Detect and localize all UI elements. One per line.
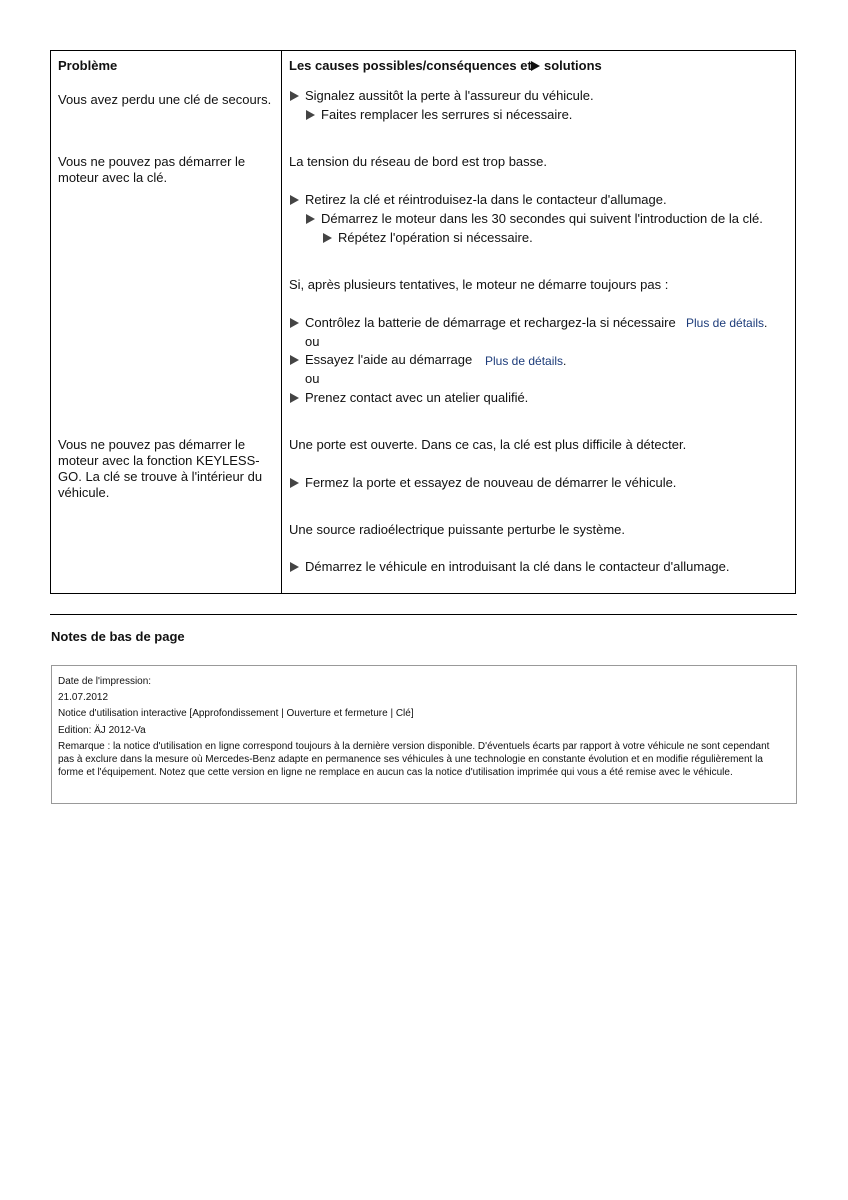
remark-text: Remarque : la notice d'utilisation en ligne correspond toujours à la dernière version disponible. D'éventuels écarts par rapport à votre véhicule ne sont cependant pas à exclure dans la mesure où Mercedes-Benz adapte en permanence ses véhicules à une technologie en constante évolution et en modifie régulièrement la forme et l'équipement. Notez que cette version en ligne ne remplace en aucun cas la notice d'utilisation imprimée qui vous a été remise avec le véhicule. [58, 741, 770, 778]
print-date: 21.07.2012 [58, 692, 109, 703]
step-text: Démarrez le moteur dans les 30 secondes qui suivent l'introduction de la clé. [321, 211, 763, 226]
more-details-link-jump-start[interactable]: Plus de détails. [485, 354, 567, 368]
play-arrow-icon [290, 355, 299, 365]
step-text: Signalez aussitôt la perte à l'assureur du véhicule. [305, 88, 594, 103]
cause-text: La tension du réseau de bord est trop basse. [289, 154, 548, 169]
step-text: Démarrez le véhicule en introduisant la clé dans le contacteur d'allumage. [305, 559, 730, 574]
header-solutions: solutions [544, 58, 602, 73]
play-arrow-icon [290, 91, 299, 101]
step-text: Fermez la porte et essayez de nouveau de démarrer le véhicule. [305, 475, 677, 490]
problem-keyless-go: Vous ne pouvez pas démarrer le moteur avec la fonction KEYLESS-GO. La clé se trouve à l'intérieur du véhicule. [58, 437, 263, 500]
more-details-link-battery[interactable]: Plus de détails. [686, 316, 768, 330]
step-text: Faites remplacer les serrures si nécessaire. [321, 107, 573, 122]
play-arrow-icon [306, 110, 315, 120]
edition-text: Edition: ÄJ 2012-Va [58, 725, 146, 736]
play-arrow-icon [323, 233, 332, 243]
step-text: Retirez la clé et réintroduisez-la dans le contacteur d'allumage. [305, 192, 667, 207]
play-arrow-icon [290, 393, 299, 403]
print-date-label: Date de l'impression: [58, 676, 152, 687]
cause-text: Si, après plusieurs tentatives, le moteur ne démarre toujours pas : [289, 277, 669, 292]
section-divider [50, 614, 797, 615]
or-text: ou [305, 371, 320, 386]
column-divider [281, 50, 282, 594]
header-causes: Les causes possibles/conséquences et [289, 58, 532, 73]
step-text: Essayez l'aide au démarrage [305, 352, 473, 367]
cause-text: Une source radioélectrique puissante perturbe le système. [289, 522, 626, 537]
footnotes-title: Notes de bas de page [51, 629, 185, 644]
notice-breadcrumb: Notice d'utilisation interactive [Approfondissement | Ouverture et fermeture | Clé] [58, 708, 414, 719]
play-arrow-icon [290, 478, 299, 488]
step-text: Répétez l'opération si nécessaire. [338, 230, 533, 245]
play-arrow-icon [290, 562, 299, 572]
play-arrow-icon [306, 214, 315, 224]
problem-cannot-start-key: Vous ne pouvez pas démarrer le moteur avec la clé. [58, 154, 246, 185]
play-arrow-icon [290, 195, 299, 205]
or-text: ou [305, 334, 320, 349]
play-arrow-icon [290, 318, 299, 328]
footnotes-box [51, 665, 797, 804]
cause-text: Une porte est ouverte. Dans ce cas, la clé est plus difficile à détecter. [289, 437, 687, 452]
step-text: Prenez contact avec un atelier qualifié. [305, 390, 529, 405]
problem-lost-spare-key: Vous avez perdu une clé de secours. [58, 92, 272, 107]
play-arrow-icon [531, 61, 540, 71]
header-problem: Problème [58, 58, 118, 73]
step-text: Contrôlez la batterie de démarrage et rechargez-la si nécessaire [305, 315, 676, 330]
